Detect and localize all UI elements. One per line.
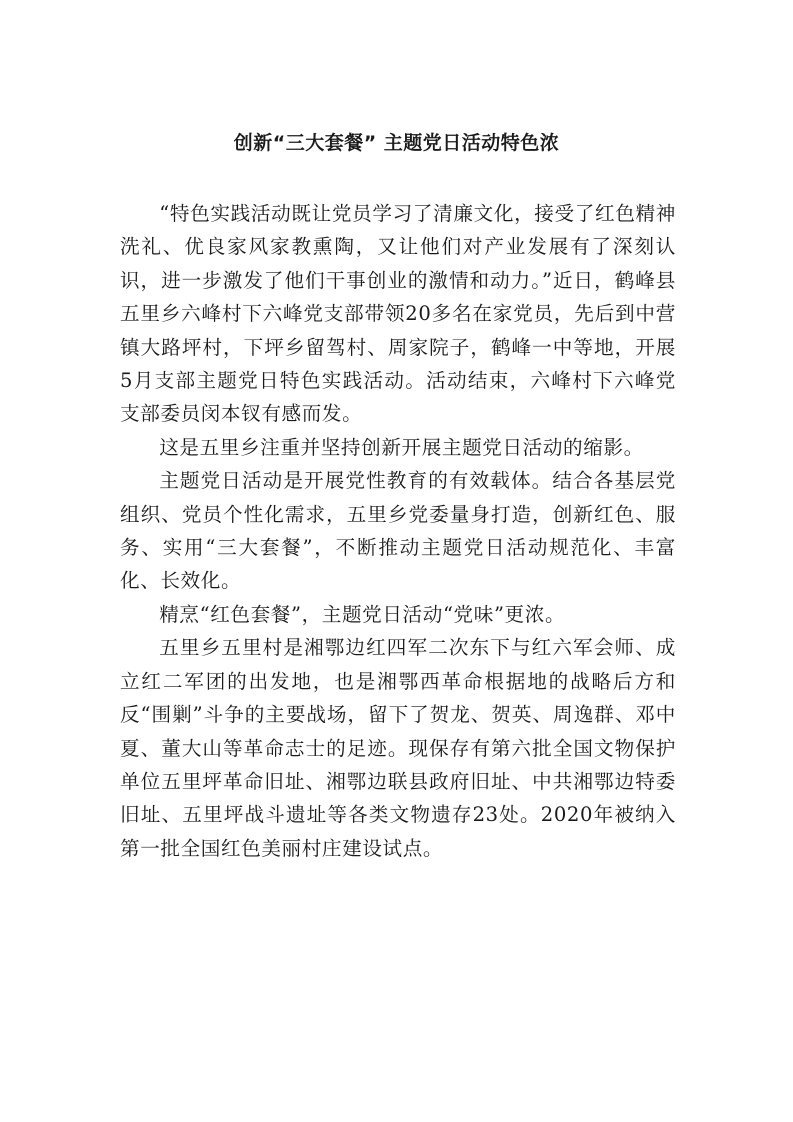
paragraph-1: “特色实践活动既让党员学习了清廉文化，接受了红色精神洗礼、优良家风家教熏陶，又让他们对产业发展有了深刻认识，进一步激发了他们干事创业的激情和动力。”近日，鹤峰县五里乡六峰村下六峰党支部带领20多名在家党员，先后到中营镇大路坪村，下坪乡留驾村、周家院子，鹤峰一中等地，开展5月支部主题党日特色实践活动。活动结束，六峰村下六峰党支部委员闵本钗有感而发。 xyxy=(120,202,676,426)
paragraph-2: 这是五里乡注重并坚持创新开展主题党日活动的缩影。 xyxy=(159,435,644,459)
paragraph-5: 五里乡五里村是湘鄂边红四军二次东下与红六军会师、成立红二军团的出发地，也是湘鄂西革命根据地的战略后方和反“围剿”斗争的主要战场，留下了贺龙、贺英、周逸群、邓中夏、董大山等革命志士的足迹。现保存有第六批全国文物保护单位五里坪革命旧址、湘鄂边联县政府旧址、中共湘鄂边特委旧址、五里坪战斗遗址等各类文物遗存23处。2020年被纳入第一批全国红色美丽村庄建设试点。 xyxy=(120,636,676,860)
document-title: 创新“三大套餐” 主题党日活动特色浓 xyxy=(233,132,560,154)
document-body xyxy=(120,197,676,865)
paragraph-3: 主题党日活动是开展党性教育的有效载体。结合各基层党组织、党员个性化需求，五里乡党委量身打造，创新红色、服务、实用“三大套餐”，不断推动主题党日活动规范化、丰富化、长效化。 xyxy=(120,469,676,593)
paragraph-4: 精烹“红色套餐”，主题党日活动“党味”更浓。 xyxy=(159,602,566,626)
